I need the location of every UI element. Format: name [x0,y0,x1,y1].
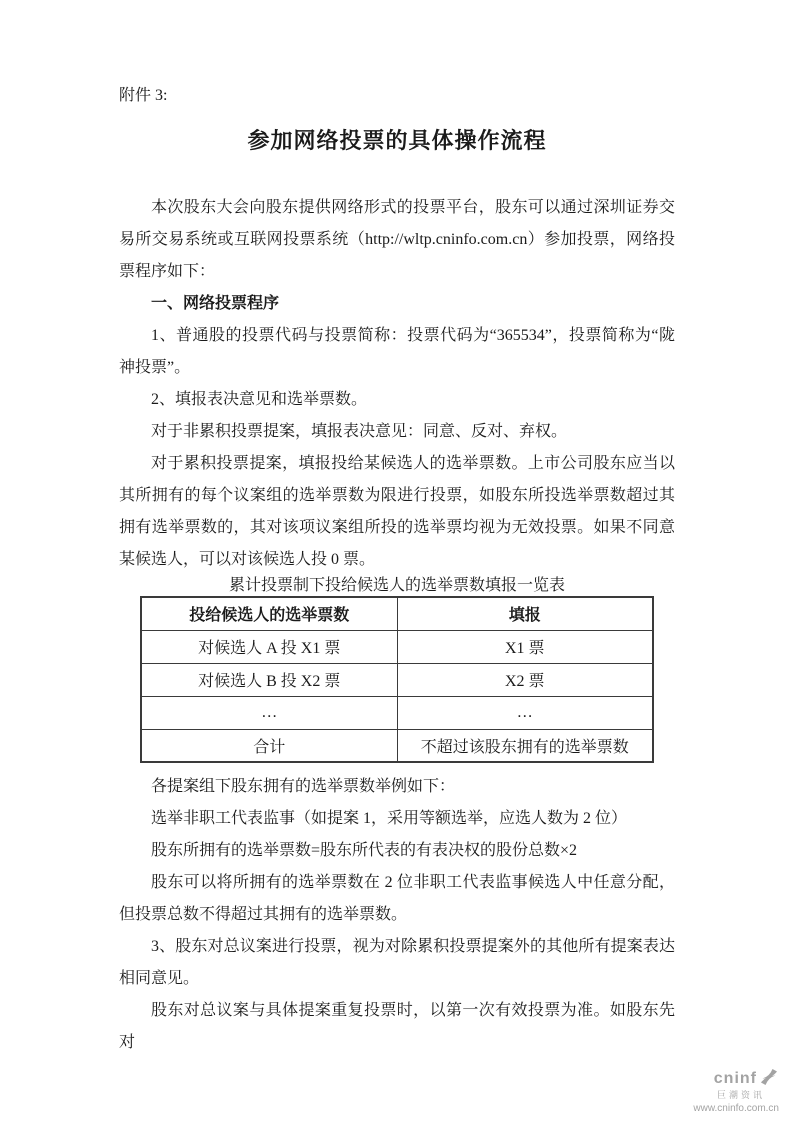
cninfo-logo-text: cninf [713,1070,757,1088]
paragraph-non-cumulative: 对于非累积投票提案，填报表决意见：同意、反对、弃权。 [151,423,568,440]
paragraph-distribution-rule: 股东可以将所拥有的选举票数在 2 位非职工代表监事候选人中任意分配，但投票总数不得超过其拥有的选举票数。 [119,874,675,923]
table-cell: 对候选人 A 投 X1 票 [141,630,397,663]
attachment-label: 附件 3: [119,87,168,104]
cninfo-swirl-icon [759,1068,779,1091]
table-cell: … [397,696,653,729]
document-content [119,86,675,1059]
cumulative-vote-table [140,596,654,763]
paragraph-fill-opinion: 2、填报表决意见和选举票数。 [151,391,368,408]
table-row [141,630,653,663]
table-header-votes: 投给候选人的选举票数 [141,597,397,630]
cninfo-logo-caption: 巨潮资讯 [716,1090,765,1101]
table-cell: X2 票 [397,663,653,696]
table-row [141,696,653,729]
cninfo-logo [693,1068,779,1114]
paragraph-general-proposal: 3、股东对总议案进行投票，视为对除累积投票提案外的其他所有提案表达相同意见。 [119,938,675,987]
paragraph-cumulative: 对于累积投票提案，填报投给某候选人的选举票数。上市公司股东应当以其所拥有的每个议案组的选举票数为限进行投票，如股东所投选举票数超过其拥有选举票数的，其对该项议案组所投的选举票均视为无效投票。如果不同意某候选人，可以对该候选人投 0 票。 [119,455,675,568]
table-caption: 累计投票制下投给候选人的选举票数填报一览表 [228,577,565,594]
table-cell: 不超过该股东拥有的选举票数 [397,729,653,762]
table-row [141,663,653,696]
intro-paragraph: 本次股东大会向股东提供网络形式的投票平台，股东可以通过深圳证券交易所交易系统或互联网投票系统（http://wltp.cninfo.com.cn）参加投票，网络投票程序如下： [119,199,675,280]
section-heading: 一、网络投票程序 [151,295,280,312]
paragraph-duplicate-vote: 股东对总议案与具体提案重复投票时，以第一次有效投票为准。如股东先对 [119,1002,675,1051]
paragraph-vote-code: 1、普通股的投票代码与投票简称：投票代码为“365534”，投票简称为“陇神投票”。 [119,327,675,376]
table-cell: 合计 [141,729,397,762]
table-cell: … [141,696,397,729]
cninfo-logo-url: www.cninfo.com.cn [693,1103,779,1114]
table-header-fill: 填报 [397,597,653,630]
paragraph-example-intro: 各提案组下股东拥有的选举票数举例如下： [151,778,456,795]
table-header-row [141,597,653,630]
page-title: 参加网络投票的具体操作流程 [247,128,547,153]
table-cell: X1 票 [397,630,653,663]
cninfo-logo-row [693,1068,779,1091]
table-row [141,729,653,762]
table-cell: 对候选人 B 投 X2 票 [141,663,397,696]
paragraph-votes-formula: 股东所拥有的选举票数=股东所代表的有表决权的股份总数×2 [151,842,578,859]
paragraph-supervisor-election: 选举非职工代表监事（如提案 1，采用等额选举，应选人数为 2 位） [151,810,628,827]
